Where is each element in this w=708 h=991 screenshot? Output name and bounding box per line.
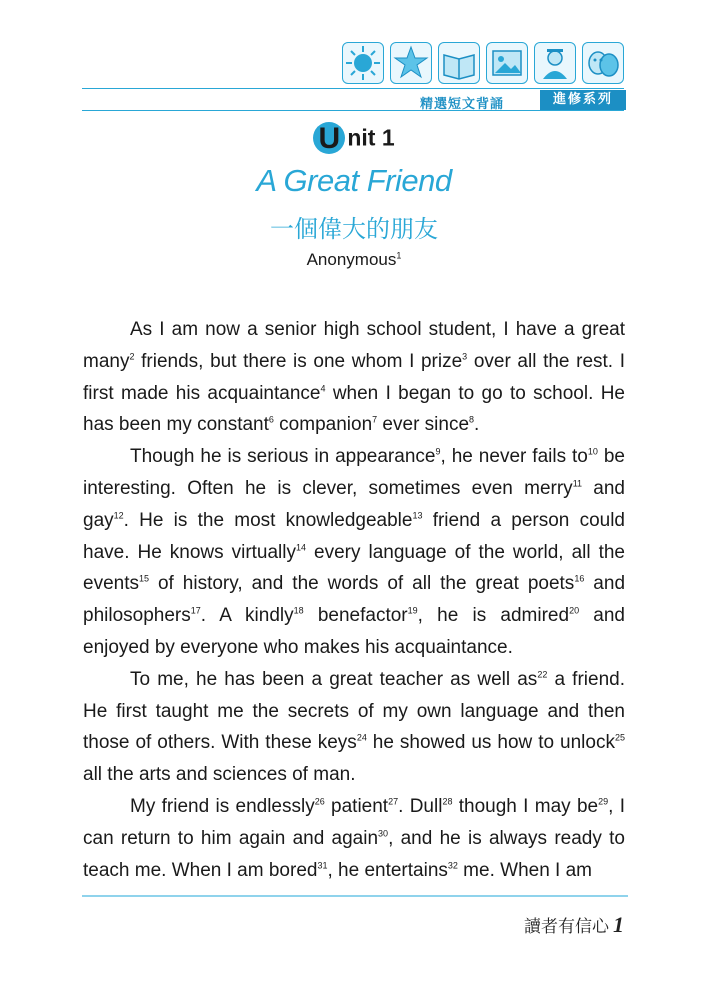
paragraph <box>83 664 625 791</box>
footnote-marker: 11 <box>572 478 583 489</box>
paragraph-text: . He is the most knowledgeable <box>123 509 413 531</box>
page-number: 1 <box>613 912 624 937</box>
header-rule <box>82 88 624 89</box>
footer-text: 讀者有信心 <box>524 917 609 937</box>
footnote-marker: 8 <box>469 415 475 426</box>
paragraph-text: when I began to go to school. He has been my constant <box>83 382 625 436</box>
title-chinese: 一個偉大的朋友 <box>270 215 438 243</box>
paragraph-text: every language of the world, all the events <box>83 541 625 595</box>
footnote-marker: 22 <box>537 669 548 680</box>
unit-heading <box>0 122 708 154</box>
series-title: 精選短文背誦 <box>420 97 505 112</box>
paragraph-text: friends, but there is one whom I prize <box>134 350 463 372</box>
footnote-marker: 16 <box>574 574 585 585</box>
footnote-marker: 32 <box>447 860 458 871</box>
footnote-marker: 6 <box>268 415 274 426</box>
paragraph <box>83 441 625 664</box>
picture-icon <box>486 42 528 84</box>
footnote-marker: 29 <box>598 796 609 807</box>
paragraph <box>83 791 625 886</box>
paragraph-text: and enjoyed by everyone who makes his acquaintance. <box>83 605 625 658</box>
title-english: A Great Friend <box>256 163 452 198</box>
sun-icon <box>342 42 384 84</box>
paragraph-text: over all the rest. I first made his acquaintance <box>83 350 625 404</box>
paragraph-text: patient <box>324 795 389 817</box>
footnote-marker: 19 <box>407 605 418 616</box>
paragraph-text: . A kindly <box>200 605 294 627</box>
paragraph <box>83 314 625 441</box>
paragraph-text: ever since <box>377 414 470 436</box>
paragraph-text: To me, he has been a great teacher as well as <box>130 668 538 690</box>
author-name: Anonymous <box>306 250 397 269</box>
footer-rule <box>82 895 628 897</box>
paragraph-text: a friend. He first taught me the secrets of my own language and then those of others. With these keys <box>83 668 625 754</box>
unit-initial: U <box>313 122 345 154</box>
unit-label: nit 1 <box>347 124 395 151</box>
footnote-marker: 7 <box>372 415 378 426</box>
paragraph-text: me. When I am <box>457 859 593 881</box>
footnote-marker: 15 <box>138 574 149 585</box>
footnote-marker: 30 <box>378 828 389 839</box>
header-illustrations <box>340 40 630 90</box>
paragraph-text: , I can return to him again and again <box>83 795 625 849</box>
paragraph-text: , he never fails to <box>440 446 588 468</box>
paragraph-text: all the arts and sciences of man. <box>83 764 356 786</box>
footnote-marker: 12 <box>113 510 124 521</box>
paragraph-text: , he entertains <box>327 859 448 881</box>
footnote-marker: 27 <box>388 796 399 807</box>
footnote-marker: 1 <box>396 250 402 261</box>
page-footer <box>524 912 624 938</box>
footnote-marker: 17 <box>190 605 201 616</box>
footnote-marker: 20 <box>569 605 580 616</box>
footnote-marker: 31 <box>317 860 328 871</box>
footnote-marker: 14 <box>296 542 307 553</box>
paragraph-text: be interesting. Often he is clever, sometimes even merry <box>83 446 625 499</box>
footnote-marker: 26 <box>314 796 325 807</box>
paragraph-text: As I am now a senior high school student, I have a great many <box>83 319 625 372</box>
paragraph-text: of history, and the words of all the great poets <box>149 573 575 595</box>
series-badge: 進修系列 <box>540 90 626 110</box>
paragraph-text: he showed us how to unlock <box>366 732 615 754</box>
footnote-marker: 4 <box>320 383 326 394</box>
footnote-marker: 9 <box>435 446 441 457</box>
paragraph-text: and gay <box>83 477 626 531</box>
paragraph-text: , he is admired <box>417 605 570 627</box>
paragraph-text: Though he is serious in appearance <box>130 446 436 468</box>
article-body <box>83 314 625 886</box>
footnote-marker: 18 <box>293 605 304 616</box>
paragraph-text: . <box>474 414 480 436</box>
mask-icon <box>582 42 624 84</box>
paragraph-text: though I may be <box>452 795 599 817</box>
footnote-marker: 28 <box>442 796 453 807</box>
header-rule-lower <box>82 110 624 111</box>
footnote-marker: 3 <box>462 351 468 362</box>
footnote-marker: 13 <box>412 510 423 521</box>
footnote-marker: 24 <box>356 733 367 744</box>
paragraph-text: , and he is always ready to teach me. When I am bored <box>83 827 625 881</box>
footnote-marker: 25 <box>614 733 625 744</box>
paragraph-text: benefactor <box>303 605 408 627</box>
paragraph-text: . Dull <box>398 795 443 817</box>
paragraph-text: friend a person could have. He knows virtually <box>83 509 625 563</box>
paragraph-text: and philosophers <box>83 573 626 627</box>
paragraph-text: My friend is endlessly <box>130 795 315 817</box>
footnote-marker: 10 <box>587 446 598 457</box>
star-icon <box>390 42 432 84</box>
footnote-marker: 2 <box>129 351 135 362</box>
student-icon <box>534 42 576 84</box>
author-line <box>0 250 708 270</box>
paragraph-text: companion <box>273 414 373 436</box>
book-icon <box>438 42 480 84</box>
